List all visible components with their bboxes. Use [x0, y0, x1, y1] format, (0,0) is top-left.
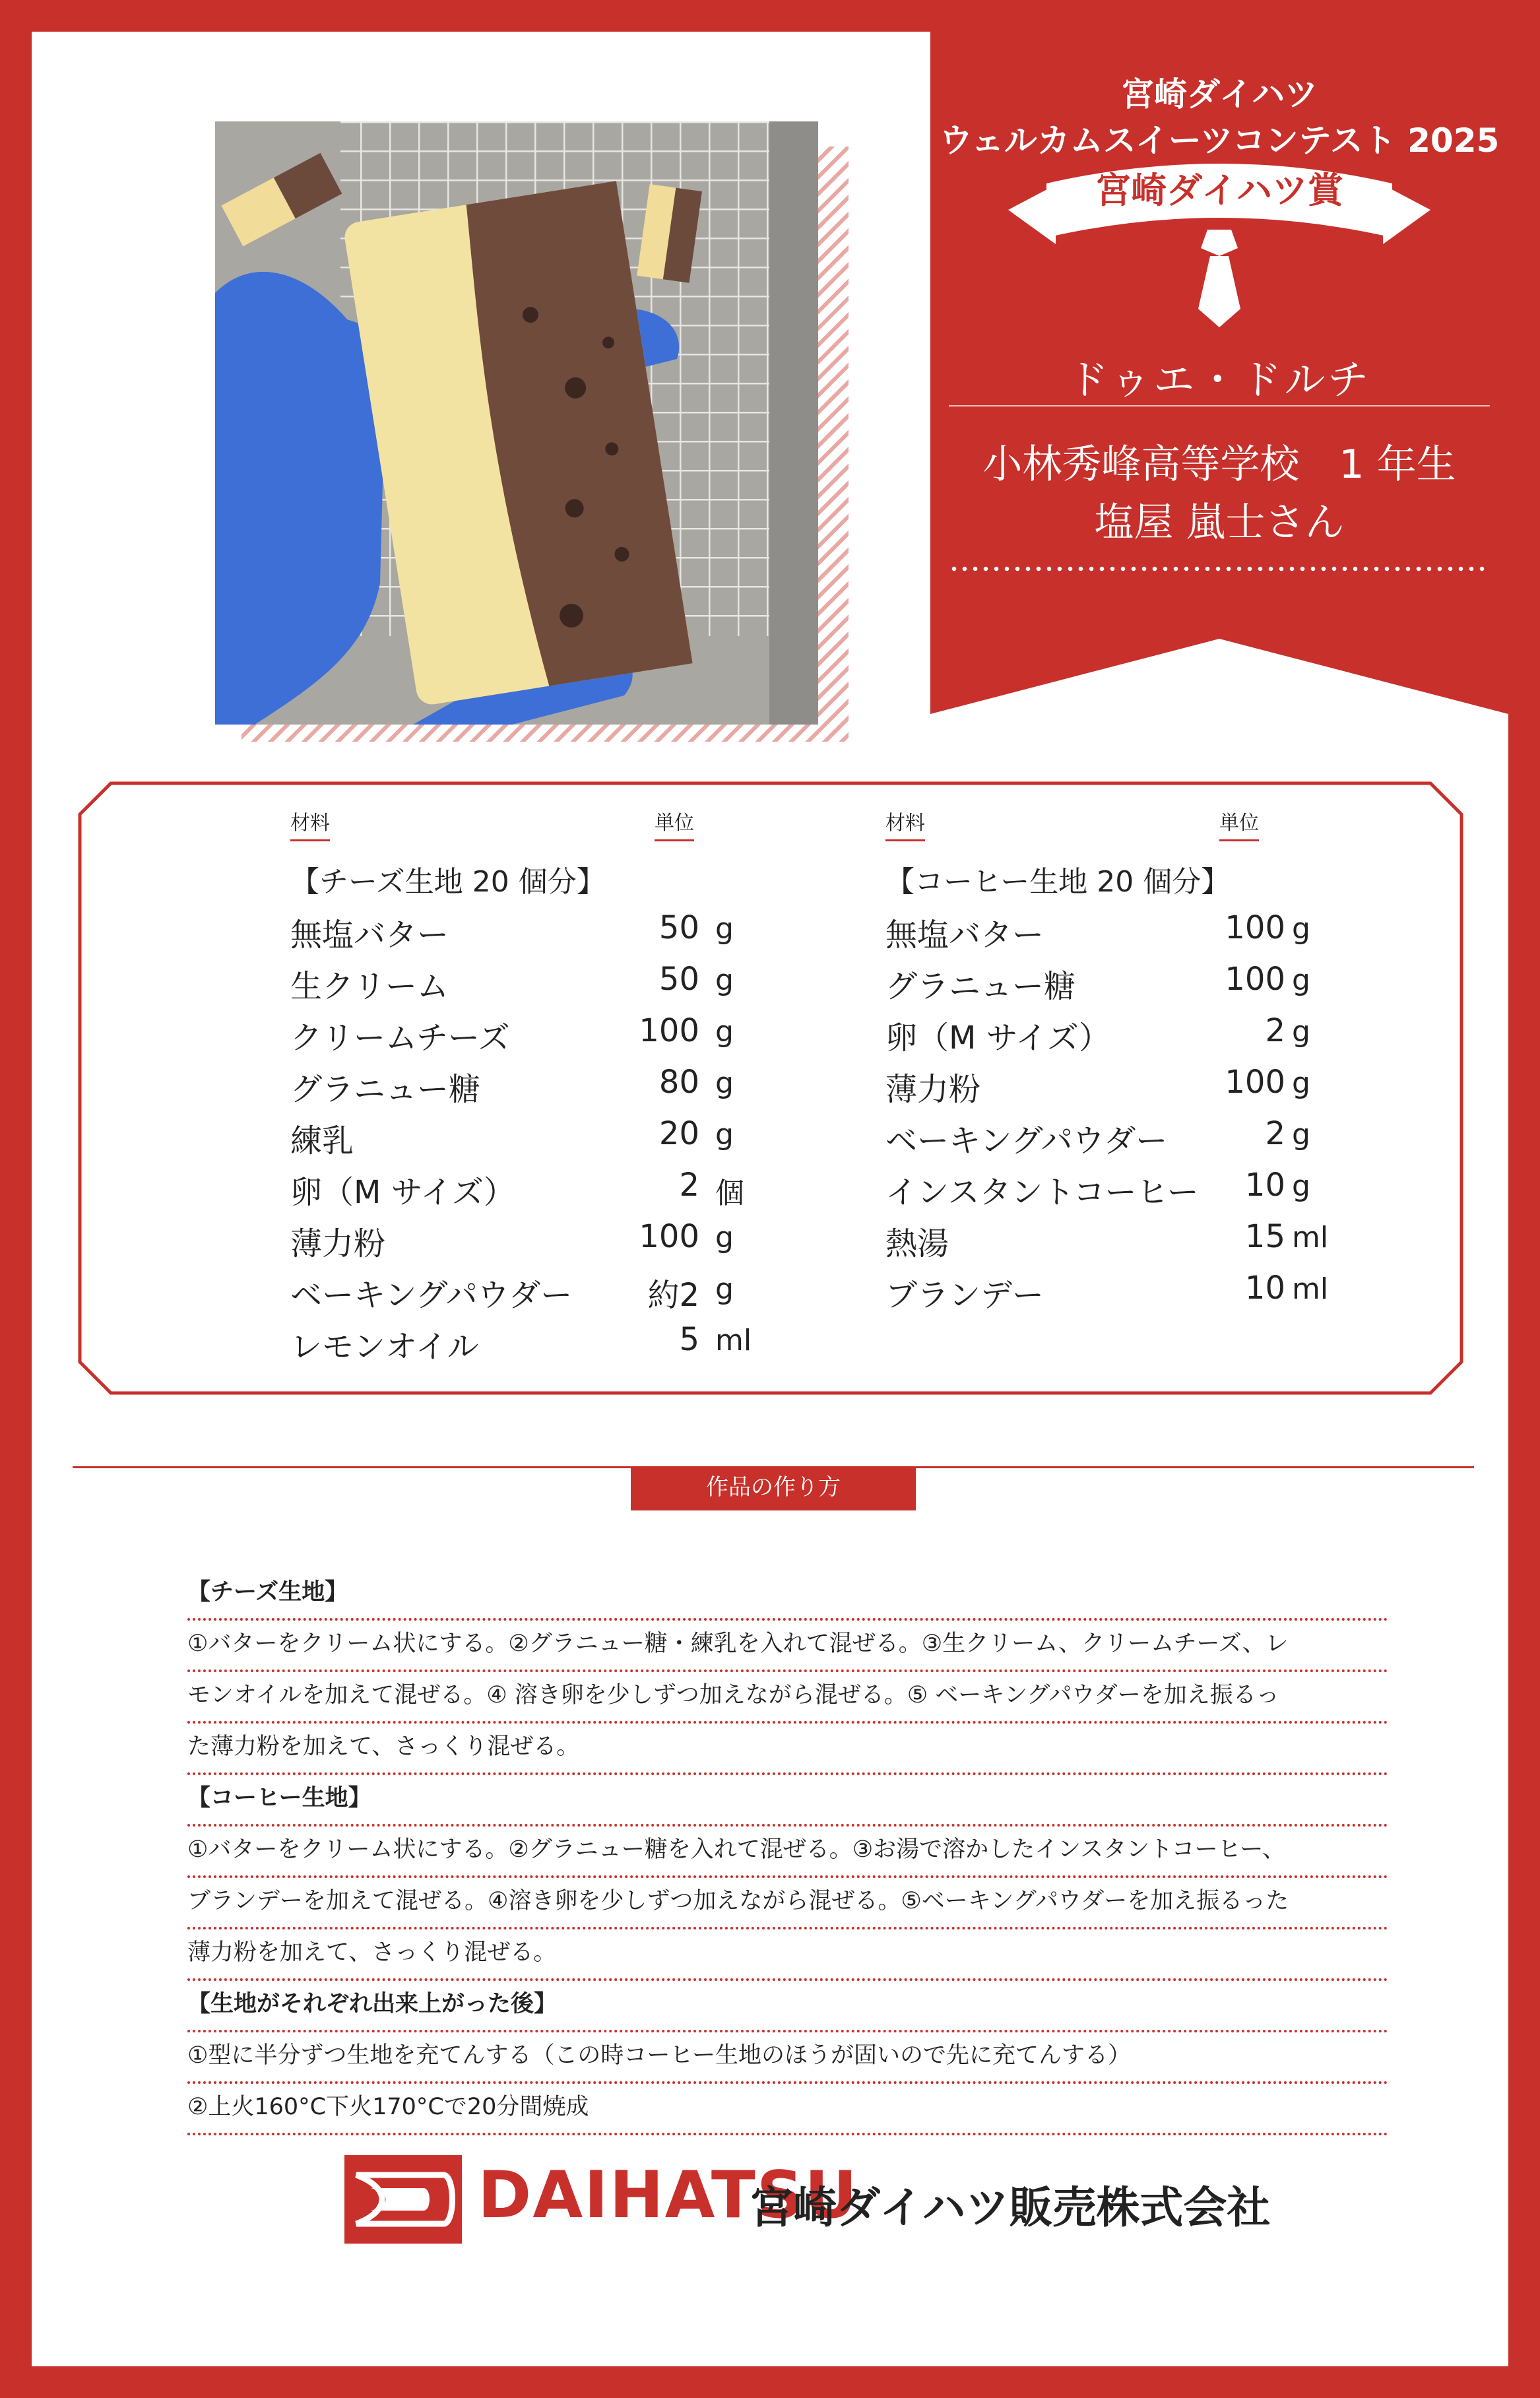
ingredient-quantity: 20	[658, 1115, 699, 1152]
header-material: 材料	[290, 806, 330, 841]
brand-name: DAIHATSU	[478, 2158, 858, 2233]
ingredient-unit: g	[715, 1118, 734, 1151]
ingredient-unit: ml	[1292, 1221, 1329, 1254]
ingredient-name: 無塩バター	[290, 917, 449, 954]
ingredient-unit: ml	[1292, 1272, 1329, 1306]
contest-title: ウェルカムスイーツコンテスト 2025	[939, 121, 1500, 160]
ingredient-unit: g	[715, 1221, 734, 1254]
header-material: 材料	[885, 806, 925, 841]
ingredient-quantity: 10	[1244, 1270, 1285, 1307]
method-step-line: モンオイルを加えて混ぜる。④ 溶き卵を少しずつ加えながら混ぜる。⑤ ベーキングパウダーを加え振るっ	[187, 1672, 1388, 1724]
ingredient-quantity: 5	[679, 1321, 699, 1358]
ingredient-unit: g	[715, 1272, 734, 1306]
ingredient-unit: g	[715, 1066, 734, 1100]
ingredient-name: インスタントコーヒー	[885, 1174, 1199, 1211]
award-name: 宮崎ダイハツ賞	[1095, 170, 1343, 211]
ingredient-name: 練乳	[290, 1122, 354, 1159]
method-step-line: ②上火160°C下火170°Cで20分間焼成	[187, 2084, 1388, 2135]
title-divider	[949, 405, 1490, 406]
school-name: 小林秀峰高等学校 1 年生	[982, 441, 1456, 488]
ingredient-name: ベーキングパウダー	[885, 1122, 1168, 1159]
student-name: 塩屋 嵐士さん	[1094, 500, 1345, 546]
ingredient-quantity: 2	[1265, 1012, 1285, 1049]
ingredient-quantity: 100	[1225, 961, 1285, 998]
ingredient-name: 薄力粉	[885, 1071, 981, 1108]
method-step-line: ①バターをクリーム状にする。②グラニュー糖を入れて混ぜる。③お湯で溶かしたインスタントコーヒー、	[187, 1827, 1388, 1878]
method-step-line: ブランデーを加えて混ぜる。④溶き卵を少しずつ加えながら混ぜる。⑤ベーキングパウダーを加え振るった	[187, 1878, 1388, 1929]
ingredient-quantity: 80	[658, 1064, 699, 1101]
ingredient-name: ブランデー	[885, 1277, 1044, 1314]
ingredient-name: 卵（M サイズ）	[290, 1174, 515, 1211]
ingredient-unit: g	[1292, 1169, 1310, 1203]
method-step-line: ①バターをクリーム状にする。②グラニュー糖・練乳を入れて混ぜる。③生クリーム、クリームチーズ、レ	[187, 1621, 1388, 1672]
ingredient-unit: ml	[715, 1324, 752, 1357]
method-step-line: 薄力粉を加えて、さっくり混ぜる。	[187, 1929, 1388, 1981]
ingredient-quantity: 2	[679, 1167, 699, 1204]
ingredient-quantity: 50	[658, 961, 699, 998]
ingredient-unit: 個	[715, 1177, 744, 1210]
ingredient-quantity: 15	[1244, 1218, 1285, 1255]
ingredient-quantity: 50	[658, 909, 699, 946]
ingredient-quantity: 約2	[647, 1277, 699, 1314]
ingredient-unit: g	[1292, 912, 1310, 946]
ingredient-name: グラニュー糖	[290, 1071, 481, 1108]
ingredient-unit: g	[715, 1015, 734, 1049]
ingredient-unit: g	[1292, 963, 1310, 997]
ingredient-unit: g	[1292, 1118, 1310, 1151]
method-section-heading: 【チーズ生地】	[187, 1569, 1388, 1621]
section-title: 【チーズ生地 20 個分】	[290, 865, 606, 899]
ingredient-unit: g	[1292, 1066, 1310, 1100]
ingredient-name: 卵（M サイズ）	[885, 1020, 1110, 1056]
contest-sponsor: 宮崎ダイハツ	[1121, 75, 1318, 113]
method-step-line: た薄力粉を加えて、さっくり混ぜる。	[187, 1724, 1388, 1775]
header-unit: 単位	[655, 806, 694, 841]
ingredient-quantity: 100	[639, 1012, 699, 1049]
cake-photo	[215, 121, 818, 725]
ingredient-unit: g	[715, 963, 734, 997]
photo-frame	[215, 121, 849, 742]
section-title: 【コーヒー生地 20 個分】	[885, 865, 1231, 899]
ingredient-name: 生クリーム	[290, 968, 449, 1005]
company-name: 宮崎ダイハツ販売株式会社	[750, 2182, 1271, 2233]
recipe-sheet	[32, 32, 1508, 2366]
ingredient-name: ベーキングパウダー	[290, 1277, 573, 1314]
ingredient-name: クリームチーズ	[290, 1020, 510, 1056]
ingredient-quantity: 10	[1244, 1167, 1285, 1204]
entry-title: ドゥエ・ドルチ	[1067, 356, 1372, 404]
award-banner	[930, 32, 1508, 732]
method-step-line: ①型に半分ずつ生地を充てんする（この時コーヒー生地のほうが固いので先に充てんする）	[187, 2032, 1388, 2084]
ingredient-quantity: 2	[1265, 1115, 1285, 1152]
method-section-heading: 【生地がそれぞれ出来上がった後】	[187, 1981, 1388, 2032]
ingredient-quantity: 100	[639, 1218, 699, 1255]
ingredient-quantity: 100	[1225, 909, 1285, 946]
header-unit: 単位	[1219, 806, 1259, 841]
ingredient-name: グラニュー糖	[885, 968, 1076, 1005]
method-section-heading: 【コーヒー生地】	[187, 1775, 1388, 1827]
ingredient-unit: g	[1292, 1015, 1310, 1049]
ingredient-unit: g	[715, 912, 734, 946]
dotted-divider	[949, 566, 1490, 571]
daihatsu-logo-icon	[344, 2155, 462, 2244]
ingredient-name: 無塩バター	[885, 917, 1044, 954]
ingredient-quantity: 100	[1225, 1064, 1285, 1101]
ingredient-name: 薄力粉	[290, 1225, 386, 1262]
ingredient-name: レモンオイル	[290, 1328, 479, 1365]
method-tab: 作品の作り方	[631, 1467, 916, 1510]
ingredient-name: 熱湯	[885, 1225, 949, 1262]
